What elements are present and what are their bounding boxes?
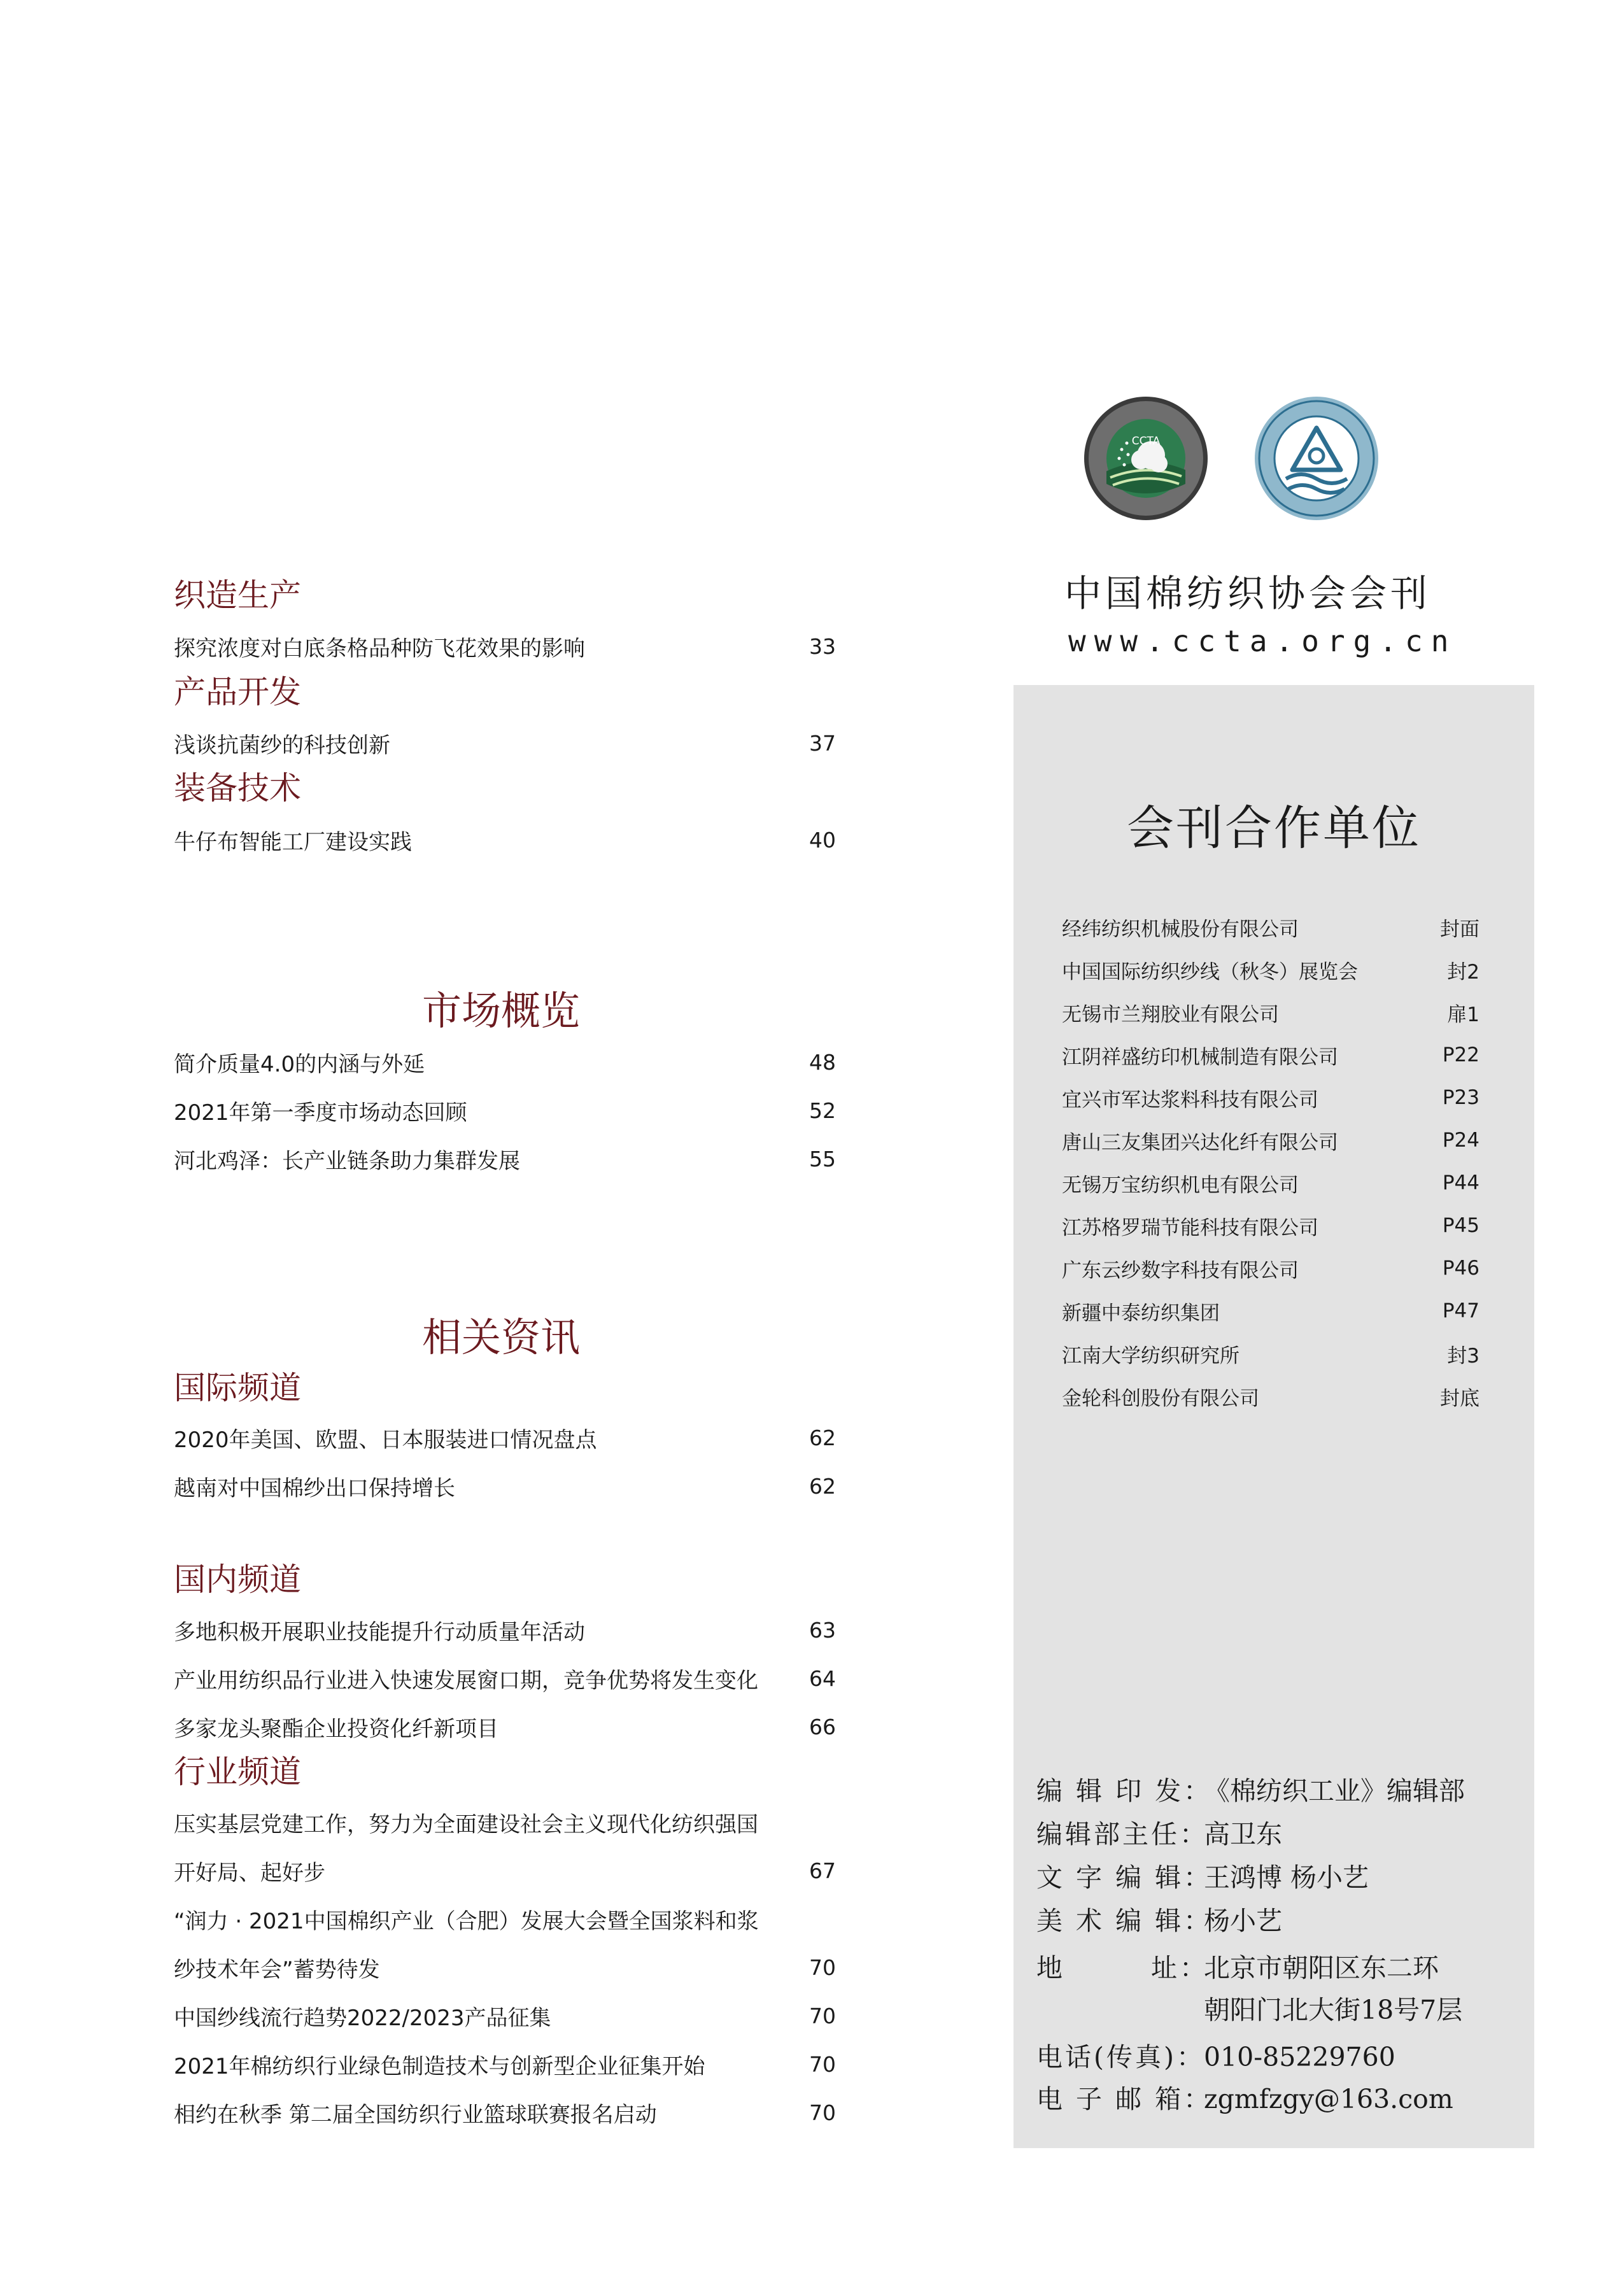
editorial-value: 北京市朝阳区东二环 xyxy=(1204,1953,1439,1983)
partner-row xyxy=(1062,1294,1479,1327)
editorial-value: 高卫东 xyxy=(1204,1819,1282,1850)
toc-entry[interactable] xyxy=(174,1659,836,1697)
toc-entry-page: 70 xyxy=(809,2051,836,2077)
toc-entry-page: 33 xyxy=(809,633,836,659)
toc-entry[interactable] xyxy=(174,1091,836,1129)
partner-page: P44 xyxy=(1442,1171,1479,1194)
toc-entry-page: 67 xyxy=(809,1858,836,1883)
section-title-weaving: 织造生产 xyxy=(174,577,301,614)
editorial-row xyxy=(1036,1900,1282,1937)
toc-entry-page: 63 xyxy=(809,1617,836,1643)
partner-page: P46 xyxy=(1442,1257,1479,1280)
partner-page: 封3 xyxy=(1447,1344,1479,1368)
editorial-value: 杨小艺 xyxy=(1204,1906,1282,1936)
partner-name: 宜兴市军达浆料科技有限公司 xyxy=(1062,1088,1318,1112)
partner-name: 唐山三友集团兴达化纤有限公司 xyxy=(1062,1131,1338,1154)
toc-entry[interactable] xyxy=(174,2045,836,2083)
journal-title: 中国棉纺织协会会刊 xyxy=(1064,572,1432,615)
section-title-product: 产品开发 xyxy=(174,674,301,711)
section-title-market: 市场概览 xyxy=(422,987,581,1034)
partner-page: 封底 xyxy=(1440,1387,1479,1410)
partner-name: 江苏格罗瑞节能科技有限公司 xyxy=(1062,1216,1318,1240)
partner-page: P22 xyxy=(1442,1043,1479,1066)
editorial-label: 文 字 编 辑： xyxy=(1036,1862,1213,1893)
toc-entry-page: 52 xyxy=(809,1098,836,1123)
editorial-label: 编辑部主任： xyxy=(1036,1819,1208,1850)
partner-name: 江阴祥盛纺印机械制造有限公司 xyxy=(1062,1045,1338,1069)
editorial-label: 美 术 编 辑： xyxy=(1036,1906,1213,1936)
partner-page: 扉1 xyxy=(1447,1003,1479,1026)
toc-entry-title: 2021年第一季度市场动态回顾 xyxy=(174,1100,467,1126)
editorial-row xyxy=(1036,1947,1439,1984)
toc-entry-page: 70 xyxy=(809,2003,836,2028)
editorial-label: 电 子 邮 箱： xyxy=(1036,2084,1213,2114)
toc-entry-page: 62 xyxy=(809,1473,836,1499)
toc-entry-page: 64 xyxy=(809,1666,836,1691)
toc-entry[interactable] xyxy=(174,1611,836,1649)
partner-name: 无锡市兰翔胶业有限公司 xyxy=(1062,1003,1279,1026)
toc-entry-title: 简介质量4.0的内涵与外延 xyxy=(174,1051,425,1077)
toc-entry-title: 多地积极开展职业技能提升行动质量年活动 xyxy=(174,1619,585,1645)
toc-entry-title: 2020年美国、欧盟、日本服装进口情况盘点 xyxy=(174,1427,597,1453)
journal-url[interactable]: www.ccta.org.cn xyxy=(1068,624,1457,658)
toc-entry-title: 浅谈抗菌纱的科技创新 xyxy=(174,732,390,758)
toc-entry-title: 压实基层党建工作，努力为全面建设社会主义现代化纺织强国 xyxy=(174,1811,758,1837)
toc-entry-title: 多家龙头聚酯企业投资化纤新项目 xyxy=(174,1716,498,1742)
partner-page: P45 xyxy=(1442,1214,1479,1237)
partner-name: 中国国际纺织纱线（秋冬）展览会 xyxy=(1062,960,1358,984)
toc-entry-page: 40 xyxy=(809,827,836,852)
toc-entry-title: 河北鸡泽：长产业链条助力集群发展 xyxy=(174,1148,520,1174)
toc-entry[interactable] xyxy=(174,1997,836,2035)
partner-name: 无锡万宝纺织机电有限公司 xyxy=(1062,1173,1299,1197)
editorial-row xyxy=(1036,1857,1369,1894)
partners-title: 会刊合作单位 xyxy=(1127,801,1421,856)
toc-entry-page: 37 xyxy=(809,730,836,756)
partner-row xyxy=(1062,1166,1479,1199)
ccta-logo xyxy=(1082,395,1210,522)
toc-entry-page: 55 xyxy=(809,1146,836,1171)
toc-entry-title: “润力 · 2021中国棉织产业（合肥）发展大会暨全国浆料和浆 xyxy=(174,1908,759,1934)
editorial-email[interactable]: zgmfzgy@163.com xyxy=(1204,2084,1453,2114)
editorial-label: 电话(传真)： xyxy=(1036,2042,1205,2072)
toc-entry[interactable] xyxy=(174,1948,836,1986)
editorial-row xyxy=(1036,2036,1395,2074)
editorial-row xyxy=(1036,1813,1282,1851)
editorial-label: 地 址： xyxy=(1036,1953,1208,1983)
editorial-value: 《棉纺织工业》编辑部 xyxy=(1204,1776,1465,1806)
toc-entry-title: 牛仔布智能工厂建设实践 xyxy=(174,829,412,855)
editorial-value: 010-85229760 xyxy=(1204,2042,1395,2072)
toc-entry-title: 相约在秋季 第二届全国纺织行业篮球联赛报名启动 xyxy=(174,2102,657,2128)
partner-row xyxy=(1062,1209,1479,1242)
toc-entry-title: 产业用纺织品行业进入快速发展窗口期，竞争优势将发生变化 xyxy=(174,1667,758,1694)
partner-row xyxy=(1062,1380,1479,1413)
partner-row xyxy=(1062,1252,1479,1285)
partner-page: P47 xyxy=(1442,1299,1479,1322)
channel-title-international: 国际频道 xyxy=(174,1369,301,1406)
toc-entry[interactable] xyxy=(174,1467,836,1505)
toc-entry[interactable] xyxy=(174,1900,836,1938)
editorial-label: 编 辑 印 发： xyxy=(1036,1776,1213,1806)
toc-entry-title: 纱技术年会”蓄势待发 xyxy=(174,1956,380,1983)
toc-entry-page: 70 xyxy=(809,2100,836,2125)
toc-entry-page: 70 xyxy=(809,1955,836,1980)
channel-title-industry: 行业频道 xyxy=(174,1753,301,1790)
partner-name: 经纬纺织机械股份有限公司 xyxy=(1062,917,1299,941)
partner-page: 封2 xyxy=(1447,960,1479,984)
toc-entry[interactable] xyxy=(174,821,836,859)
toc-entry[interactable] xyxy=(174,627,836,665)
partner-name: 金轮科创股份有限公司 xyxy=(1062,1387,1259,1410)
partner-name: 江南大学纺织研究所 xyxy=(1062,1344,1239,1368)
editorial-value: 朝阳门北大街18号7层 xyxy=(1204,1995,1463,2025)
toc-entry[interactable] xyxy=(174,1418,836,1457)
toc-entry[interactable] xyxy=(174,1043,836,1081)
partner-row xyxy=(1062,1081,1479,1114)
ccta-logo-text: CCTA xyxy=(1131,435,1161,448)
jiangnan-university-logo xyxy=(1253,395,1380,522)
partner-page: 封面 xyxy=(1440,917,1479,941)
partner-row xyxy=(1062,953,1479,986)
toc-entry[interactable] xyxy=(174,1140,836,1178)
toc-entry[interactable] xyxy=(174,1851,836,1890)
partner-page: P24 xyxy=(1442,1129,1479,1152)
partner-row xyxy=(1062,996,1479,1029)
partner-row xyxy=(1062,910,1479,944)
toc-entry-title: 开好局、起好步 xyxy=(174,1860,325,1886)
toc-entry-title: 中国纱线流行趋势2022/2023产品征集 xyxy=(174,2005,551,2031)
toc-entry-title: 越南对中国棉纱出口保持增长 xyxy=(174,1475,455,1501)
partner-row xyxy=(1062,1124,1479,1157)
section-title-news: 相关资讯 xyxy=(422,1314,581,1361)
partner-name: 新疆中泰纺织集团 xyxy=(1062,1301,1220,1325)
editorial-value: 王鸿博 杨小艺 xyxy=(1204,1862,1369,1893)
partner-row xyxy=(1062,1337,1479,1370)
toc-entry[interactable] xyxy=(174,1803,836,1841)
section-title-equipment: 装备技术 xyxy=(174,770,301,807)
channel-title-domestic: 国内频道 xyxy=(174,1561,301,1598)
toc-entry-page: 62 xyxy=(809,1425,836,1450)
toc-entry-title: 2021年棉纺织行业绿色制造技术与创新型企业征集开始 xyxy=(174,2053,705,2079)
toc-entry[interactable] xyxy=(174,2093,836,2132)
toc-entry-page: 48 xyxy=(809,1049,836,1075)
toc-entry-page: 66 xyxy=(809,1714,836,1739)
partner-page: P23 xyxy=(1442,1086,1479,1109)
toc-entry[interactable] xyxy=(174,724,836,762)
editorial-row xyxy=(1036,1770,1465,1808)
toc-entry[interactable] xyxy=(174,1708,836,1746)
editorial-row xyxy=(1036,2078,1453,2116)
partner-name: 广东云纱数字科技有限公司 xyxy=(1062,1259,1299,1282)
editorial-row xyxy=(1036,1989,1462,2027)
toc-entry-title: 探究浓度对白底条格品种防飞花效果的影响 xyxy=(174,635,585,661)
partner-row xyxy=(1062,1038,1479,1072)
